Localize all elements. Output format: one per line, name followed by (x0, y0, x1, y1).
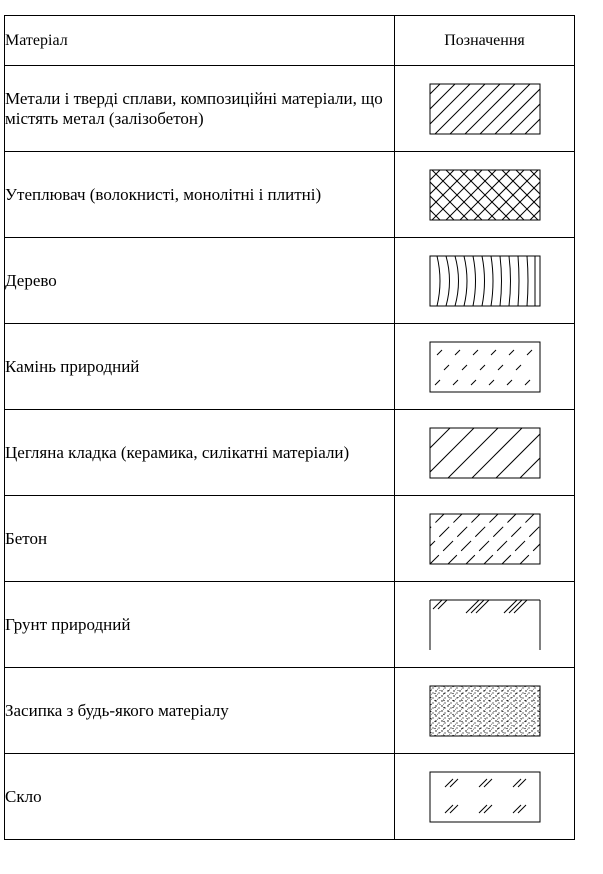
table-row (5, 410, 575, 496)
material-name: Засипка з будь-якого матеріалу (5, 668, 395, 754)
material-symbol-cell (395, 238, 575, 324)
table-row (5, 496, 575, 582)
glass-double-strokes-symbol (429, 771, 541, 823)
table-row (5, 66, 575, 152)
material-name: Камінь природний (5, 324, 395, 410)
material-name: Метали і тверді сплави, композиційні матеріали, що містять метал (залізобетон) (5, 66, 395, 152)
broken-hatch-symbol (429, 513, 541, 565)
table-row (5, 582, 575, 668)
wood-arcs-symbol (429, 255, 541, 307)
material-name: Скло (5, 754, 395, 840)
material-symbol-cell (395, 152, 575, 238)
material-symbol-cell (395, 66, 575, 152)
materials-table (4, 15, 575, 840)
table-row (5, 754, 575, 840)
table-row (5, 668, 575, 754)
material-name: Грунт природний (5, 582, 395, 668)
material-name: Бетон (5, 496, 395, 582)
diagonal-hatch-wide-symbol (429, 427, 541, 479)
material-name: Дерево (5, 238, 395, 324)
material-name: Цегляна кладка (керамика, силікатні матеріали) (5, 410, 395, 496)
material-symbol-cell (395, 324, 575, 410)
table-row (5, 152, 575, 238)
stipple-symbol (429, 685, 541, 737)
table-row (5, 238, 575, 324)
material-symbol-cell (395, 496, 575, 582)
material-symbol-cell (395, 668, 575, 754)
short-dashes-symbol (429, 341, 541, 393)
diagonal-hatch-symbol (429, 83, 541, 135)
material-symbol-cell (395, 410, 575, 496)
cross-hatch-symbol (429, 169, 541, 221)
soil-top-hatch-symbol (429, 599, 541, 651)
material-name: Утеплювач (волокнисті, монолітні і плитні) (5, 152, 395, 238)
header-designation: Позначення (395, 16, 575, 66)
header-material: Матеріал (5, 16, 395, 66)
material-symbol-cell (395, 754, 575, 840)
header-row (5, 16, 575, 66)
table-row (5, 324, 575, 410)
material-symbol-cell (395, 582, 575, 668)
